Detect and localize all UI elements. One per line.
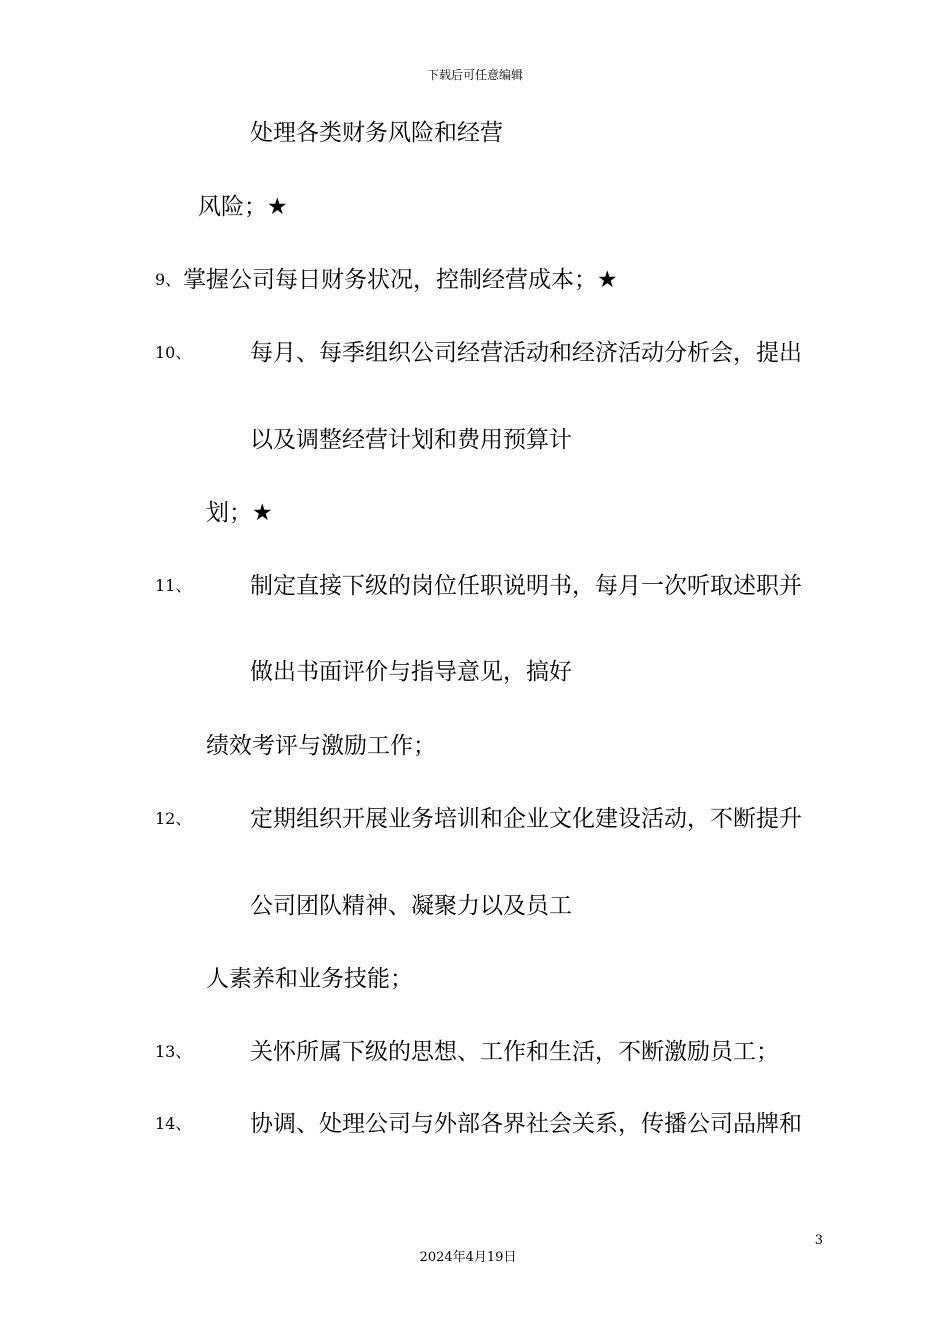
item-number: 12、: [155, 809, 192, 828]
item-number: 14、: [155, 1114, 192, 1133]
body-line: 协调、处理公司与外部各界社会关系，传播公司品牌和: [250, 1111, 802, 1137]
page-header: 下载后可任意编辑: [426, 68, 523, 82]
body-line: 定期组织开展业务培训和企业文化建设活动，不断提升: [250, 806, 802, 832]
body-line: 人素养和业务技能；: [206, 966, 413, 992]
body-line: 每月、每季组织公司经营活动和经济活动分析会，提出: [250, 340, 802, 366]
body-line: 制定直接下级的岗位任职说明书，每月一次听取述职并: [250, 573, 802, 599]
body-line: 公司团队精神、凝聚力以及员工: [250, 893, 572, 919]
body-line: 关怀所属下级的思想、工作和生活，不断激励员工；: [250, 1039, 779, 1065]
item-number: 11、: [155, 576, 192, 595]
item-number: 10、: [155, 343, 192, 362]
body-line: 做出书面评价与指导意见，搞好: [250, 659, 572, 685]
body-line: 划；★: [206, 500, 273, 526]
footer-date: 2024年4月19日: [419, 1250, 517, 1265]
page-number: 3: [814, 1233, 823, 1248]
body-line: 风险；★: [198, 194, 288, 220]
body-line: 以及调整经营计划和费用预算计: [250, 427, 572, 453]
body-line: 绩效考评与激励工作；: [206, 733, 436, 759]
item-number: 9、: [155, 270, 182, 289]
item-number: 13、: [155, 1042, 192, 1061]
body-line: 掌握公司每日财务状况，控制经营成本；★: [183, 267, 618, 293]
body-line: 处理各类财务风险和经营: [250, 120, 503, 146]
